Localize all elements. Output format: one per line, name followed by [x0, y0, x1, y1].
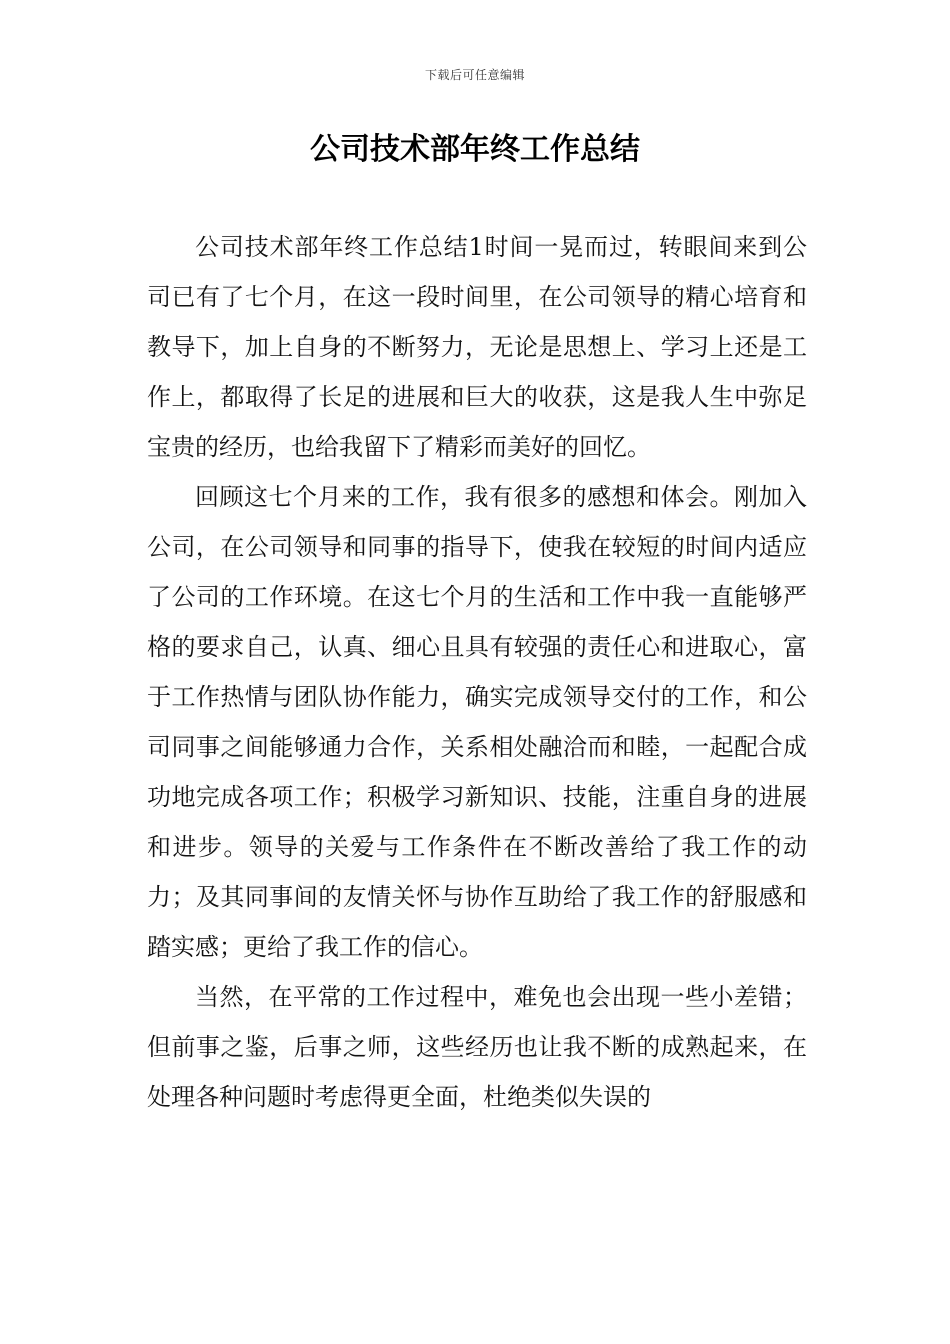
- header-note: 下载后可任意编辑: [424, 68, 525, 82]
- paragraph-1: 公司技术部年终工作总结1时间一晃而过，转眼间来到公司已有了七个月，在这一段时间里，在公司领导的精心培育和教导下，加上自身的不断努力，无论是思想上、学习上还是工作上，都取得了长足的进展和巨大的收获，这是我人生中弥足宝贵的经历，也给我留下了精彩而美好的回忆。: [147, 233, 807, 461]
- document-body: [147, 222, 807, 1122]
- document-title: 公司技术部年终工作总结: [310, 132, 640, 167]
- paragraph-3: 当然，在平常的工作过程中，难免也会出现一些小差错；但前事之鉴，后事之师，这些经历也让我不断的成熟起来，在处理各种问题时考虑得更全面，杜绝类似失误的: [147, 983, 807, 1111]
- paragraph-2: 回顾这七个月来的工作，我有很多的感想和体会。刚加入公司，在公司领导和同事的指导下，使我在较短的时间内适应了公司的工作环境。在这七个月的生活和工作中我一直能够严格的要求自己，认真、细心且具有较强的责任心和进取心，富于工作热情与团队协作能力，确实完成领导交付的工作，和公司同事之间能够通力合作，关系相处融洽而和睦，一起配合成功地完成各项工作；积极学习新知识、技能，注重自身的进展和进步。领导的关爱与工作条件在不断改善给了我工作的动力；及其同事间的友情关怀与协作互助给了我工作的舒服感和踏实感；更给了我工作的信心。: [147, 483, 807, 961]
